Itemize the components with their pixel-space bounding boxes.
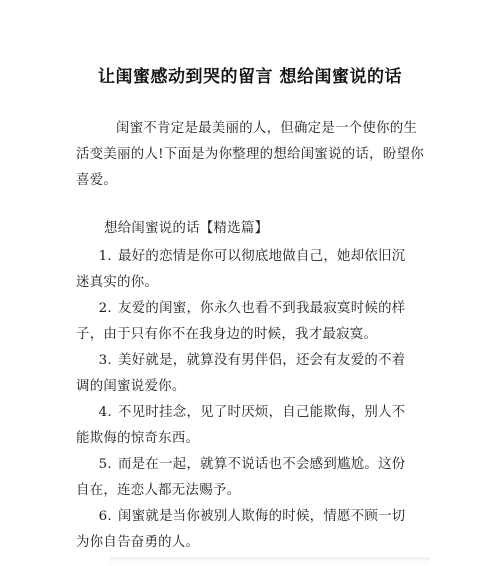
item-text: 不见时挂念，见了时厌烦，自己能欺侮，别人不 xyxy=(118,405,406,420)
item-text: 而是在一起，就算不说话也不会感到尴尬。这份 xyxy=(118,457,406,472)
list-item xyxy=(76,348,436,400)
item-text: 调的闺蜜说爱你。 xyxy=(76,379,186,394)
item-text: 为你自告奋勇的人。 xyxy=(76,535,200,550)
intro-line: 闺蜜不肯定是最美丽的人，但确定是一个使你的生 xyxy=(116,121,418,136)
list-item xyxy=(76,244,436,296)
intro-line: 喜爱。 xyxy=(76,173,118,188)
cut-off-text-edge xyxy=(110,557,430,565)
item-text: 子，由于只有你不在我身边的时候，我才最寂寞。 xyxy=(76,327,378,342)
item-number: 3. xyxy=(98,353,112,368)
intro-paragraph xyxy=(76,116,436,194)
list-item xyxy=(76,504,436,556)
list-item xyxy=(76,400,436,452)
item-text: 美好就是，就算没有男伴侣，还会有友爱的不着 xyxy=(118,353,406,368)
item-text: 最好的恋情是你可以彻底地做自己，她却依旧沉 xyxy=(118,249,406,264)
item-number: 2. xyxy=(98,301,112,316)
item-text: 自在，连恋人都无法赐予。 xyxy=(76,483,241,498)
list-item xyxy=(76,452,436,504)
item-text: 迷真实的你。 xyxy=(76,275,159,290)
item-number: 4. xyxy=(98,405,112,420)
section-heading: 想给闺蜜说的话【精选篇】 xyxy=(104,221,269,236)
document-title: 让闺蜜感动到哭的留言 想给闺蜜说的话 xyxy=(98,67,402,87)
list-item xyxy=(76,296,436,348)
intro-line: 活变美丽的人!下面是为你整理的想给闺蜜说的话，盼望你 xyxy=(76,147,424,162)
item-number: 6. xyxy=(98,509,112,524)
item-number: 5. xyxy=(98,457,112,472)
item-number: 1. xyxy=(98,249,112,264)
item-text: 友爱的闺蜜，你永久也看不到我最寂寞时候的样 xyxy=(118,301,406,316)
item-text: 能欺侮的惊奇东西。 xyxy=(76,431,200,446)
item-text: 闺蜜就是当你被别人欺侮的时候，情愿不顾一切 xyxy=(118,509,406,524)
